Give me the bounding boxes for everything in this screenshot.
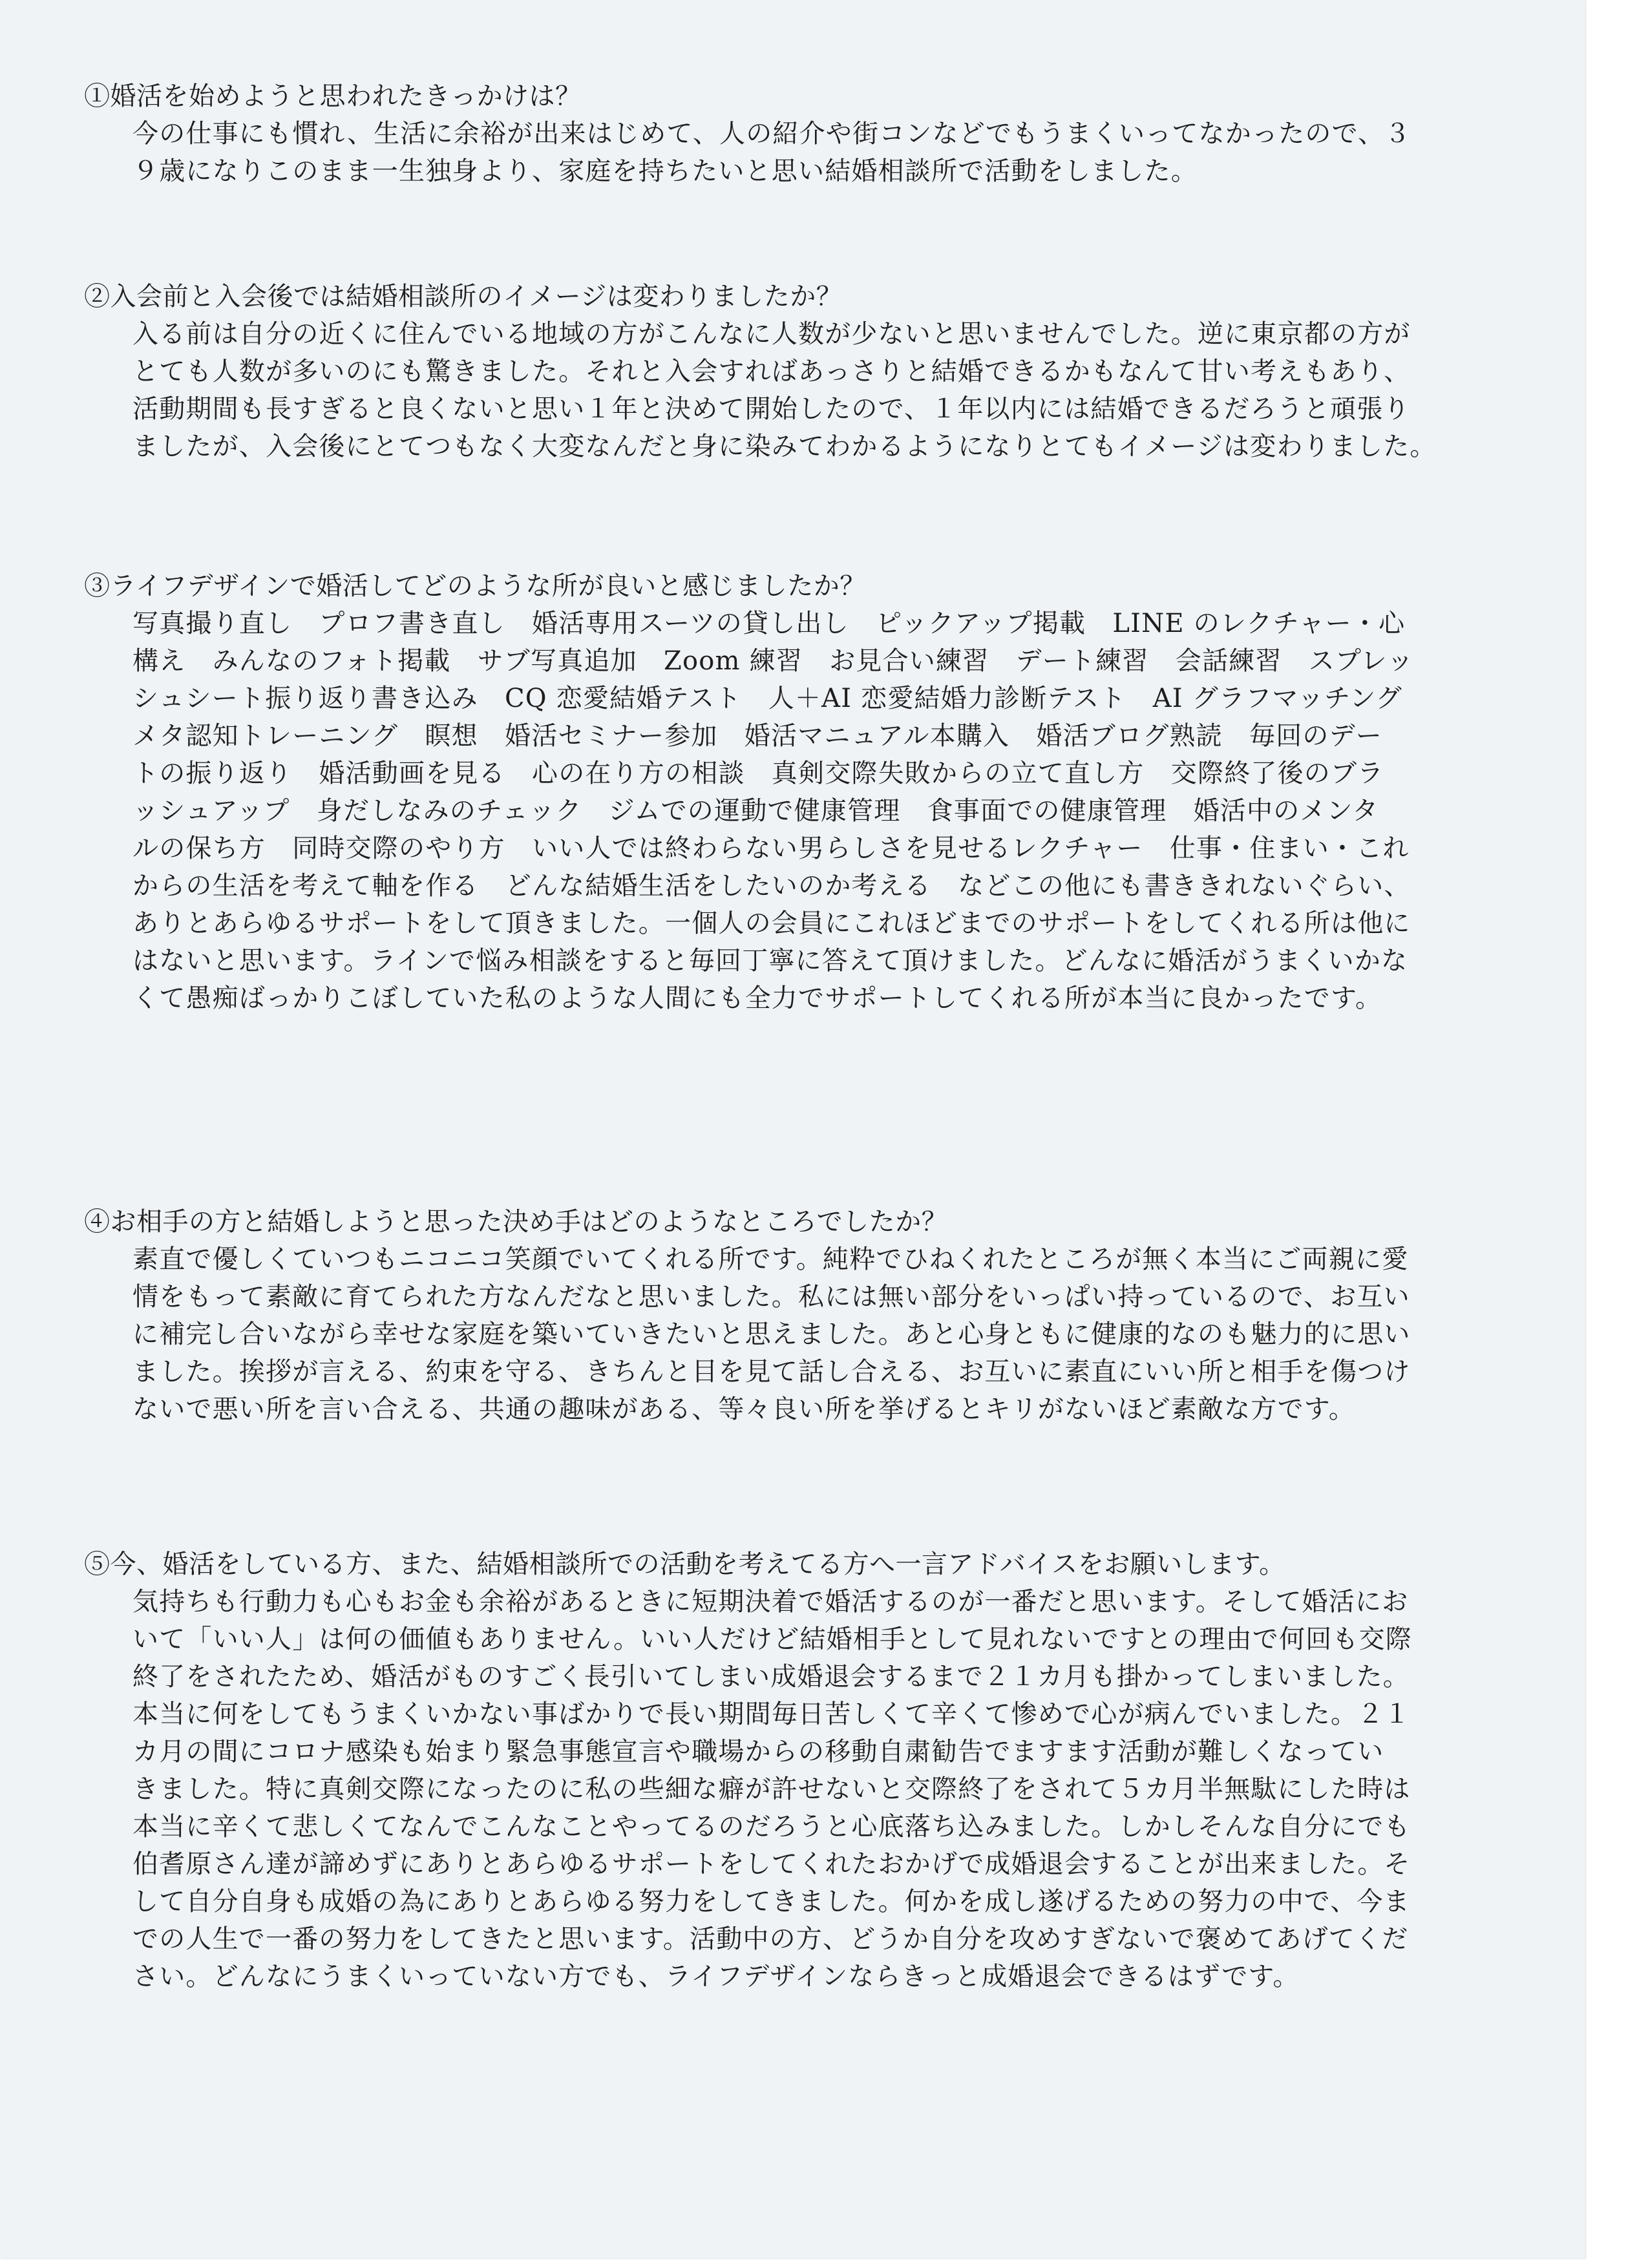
answer-line: とても人数が多いのにも驚きました。それと入会すればあっさりと結婚できるかもなんて甘い考えもあり、	[132, 357, 1411, 386]
answer-line: 情をもって素敵に育てられた方なんだなと思いました。私には無い部分をいっぱい持っているので、お互い	[132, 1282, 1410, 1312]
answer-line: からの生活を考えて軸を作る どんな結婚生活をしたいのか考える などこの他にも書ききれないぐらい、	[132, 871, 1411, 901]
answer-line: ９歳になりこのまま一生独身より、家庭を持ちたいと思い結婚相談所で活動をしました。	[132, 156, 1198, 186]
answer-1	[132, 115, 1545, 190]
answer-line: 入る前は自分の近くに住んでいる地域の方がこんなに人数が少ないと思いませんでした。逆に東京都の方が	[132, 319, 1411, 349]
answer-line: ッシュアップ 身だしなみのチェック ジムでの運動で健康管理 食事面での健康管理 婚活中のメンタ	[132, 796, 1379, 826]
question-2: ②入会前と入会後では結婚相談所のイメージは変わりましたか？	[84, 282, 843, 311]
answer-line: ました。挨拶が言える、約束を守る、きちんと目を見て話し合える、お互いに素直にいい所と相手を傷つけ	[132, 1357, 1411, 1387]
answer-line: 素直で優しくていつもニコニコ笑顔でいてくれる所です。純粋でひねくれたところが無く本当にご両親に愛	[132, 1244, 1409, 1274]
answer-line: して自分自身も成婚の為にありとあらゆる努力をしてきました。何かを成し遂げるための努力の中で、今ま	[132, 1887, 1410, 1916]
answer-4	[132, 1241, 1545, 1428]
answer-line: メタ認知トレーニング 瞑想 婚活セミナー参加 婚活マニュアル本購入 婚活ブログ熟読 毎回のデー	[132, 721, 1382, 751]
answer-2	[132, 315, 1545, 465]
answer-line: くて愚痴ばっかりこぼしていた私のような人間にも全力でサポートしてくれる所が本当に良かったです。	[132, 983, 1382, 1013]
question-1: ①婚活を始めようと思われたきっかけは？	[84, 81, 582, 111]
answer-line: シュシート振り返り書き込み CQ 恋愛結婚テスト 人＋AI 恋愛結婚力診断テスト AI グラフマッチング	[132, 684, 1402, 713]
answer-line: 伯耆原さん達が諦めずにありとあらゆるサポートをしてくれたおかげで成婚退会することが出来ました。そ	[132, 1849, 1411, 1879]
qa-section-4	[84, 1203, 1545, 1428]
answer-line: カ月の間にコロナ感染も始まり緊急事態宣言や職場からの移動自粛勧告でますます活動が難しくなってい	[132, 1737, 1384, 1767]
answer-3	[132, 605, 1545, 1017]
answer-5	[132, 1583, 1545, 1995]
answer-line: いて「いい人」は何の価値もありません。いい人だけど結婚相手として見れないですとの理由で何回も交際	[132, 1624, 1412, 1654]
answer-line: きました。特に真剣交際になったのに私の些細な癖が許せないと交際終了をされて５カ月半無駄にした時は	[132, 1774, 1411, 1804]
answer-line: ルの保ち方 同時交際のやり方 いい人では終わらない男らしさを見せるレクチャー 仕事・住まい・これ	[132, 834, 1410, 863]
answer-line: 本当に辛くて悲しくてなんでこんなことやってるのだろうと心底落ち込みました。しかしそんな自分にでも	[132, 1812, 1411, 1842]
answer-line: 写真撮り直し プロフ書き直し 婚活専用スーツの貸し出し ピックアップ掲載 LINE のレクチャー・心	[132, 609, 1406, 638]
answer-line: さい。どんなにうまくいっていない方でも、ライフデザインならきっと成婚退会できるはずです。	[132, 1962, 1300, 1991]
answer-line: での人生で一番の努力をしてきたと思います。活動中の方、どうか自分を攻めすぎないで褒めてあげてくだ	[132, 1924, 1409, 1954]
answer-line: 終了をされたため、婚活がものすごく長引いてしまい成婚退会するまで２１カ月も掛かってしまいました。	[132, 1662, 1410, 1692]
answer-line: ありとあらゆるサポートをして頂きました。一個人の会員にこれほどまでのサポートをしてくれる所は他に	[132, 908, 1411, 938]
question-3: ③ライフデザインで婚活してどのような所が良いと感じましたか？	[84, 571, 866, 601]
answer-line: 今の仕事にも慣れ、生活に余裕が出来はじめて、人の紹介や街コンなどでもうまくいってなかったので、３	[132, 119, 1411, 149]
answer-line: 構え みんなのフォト掲載 サブ写真追加 Zoom 練習 お見合い練習 デート練習 会話練習 スプレッ	[132, 646, 1414, 676]
qa-section-1	[84, 78, 1545, 190]
qa-section-3	[84, 567, 1545, 1017]
answer-line: トの振り返り 婚活動画を見る 心の在り方の相談 真剣交際失敗からの立て直し方 交際終了後のブラ	[132, 759, 1384, 788]
qa-section-5	[84, 1546, 1545, 1995]
question-5: ⑤今、婚活をしている方、また、結婚相談所での活動を考えてる方へ一言アドバイスをお願いします。	[84, 1549, 1285, 1579]
qa-section-2	[84, 278, 1545, 465]
answer-line: ないで悪い所を言い合える、共通の趣味がある、等々良い所を挙げるとキリがないほど素敵な方です。	[132, 1394, 1355, 1424]
answer-line: 本当に何をしてもうまくいかない事ばかりで長い期間毎日苦しくて辛くて惨めで心が病んでいました。２１	[132, 1699, 1411, 1729]
answer-line: に補完し合いながら幸せな家庭を築いていきたいと思えました。あと心身ともに健康的なのも魅力的に思い	[132, 1319, 1411, 1349]
answer-line: 活動期間も長すぎると良くないと思い１年と決めて開始したので、１年以内には結婚できるだろうと頑張り	[132, 394, 1410, 424]
answer-line: 気持ちも行動力も心もお金も余裕があるときに短期決着で婚活するのが一番だと思います。そして婚活にお	[132, 1587, 1409, 1617]
answer-line: ましたが、入会後にとてつもなく大変なんだと身に染みてわかるようになりとてもイメージは変わりました。	[132, 432, 1437, 461]
answer-line: はないと思います。ラインで悩み相談をすると毎回丁寧に答えて頂けました。どんなに婚活がうまくいかな	[132, 946, 1408, 976]
question-4: ④お相手の方と結婚しようと思った決め手はどのようなところでしたか？	[84, 1207, 948, 1237]
